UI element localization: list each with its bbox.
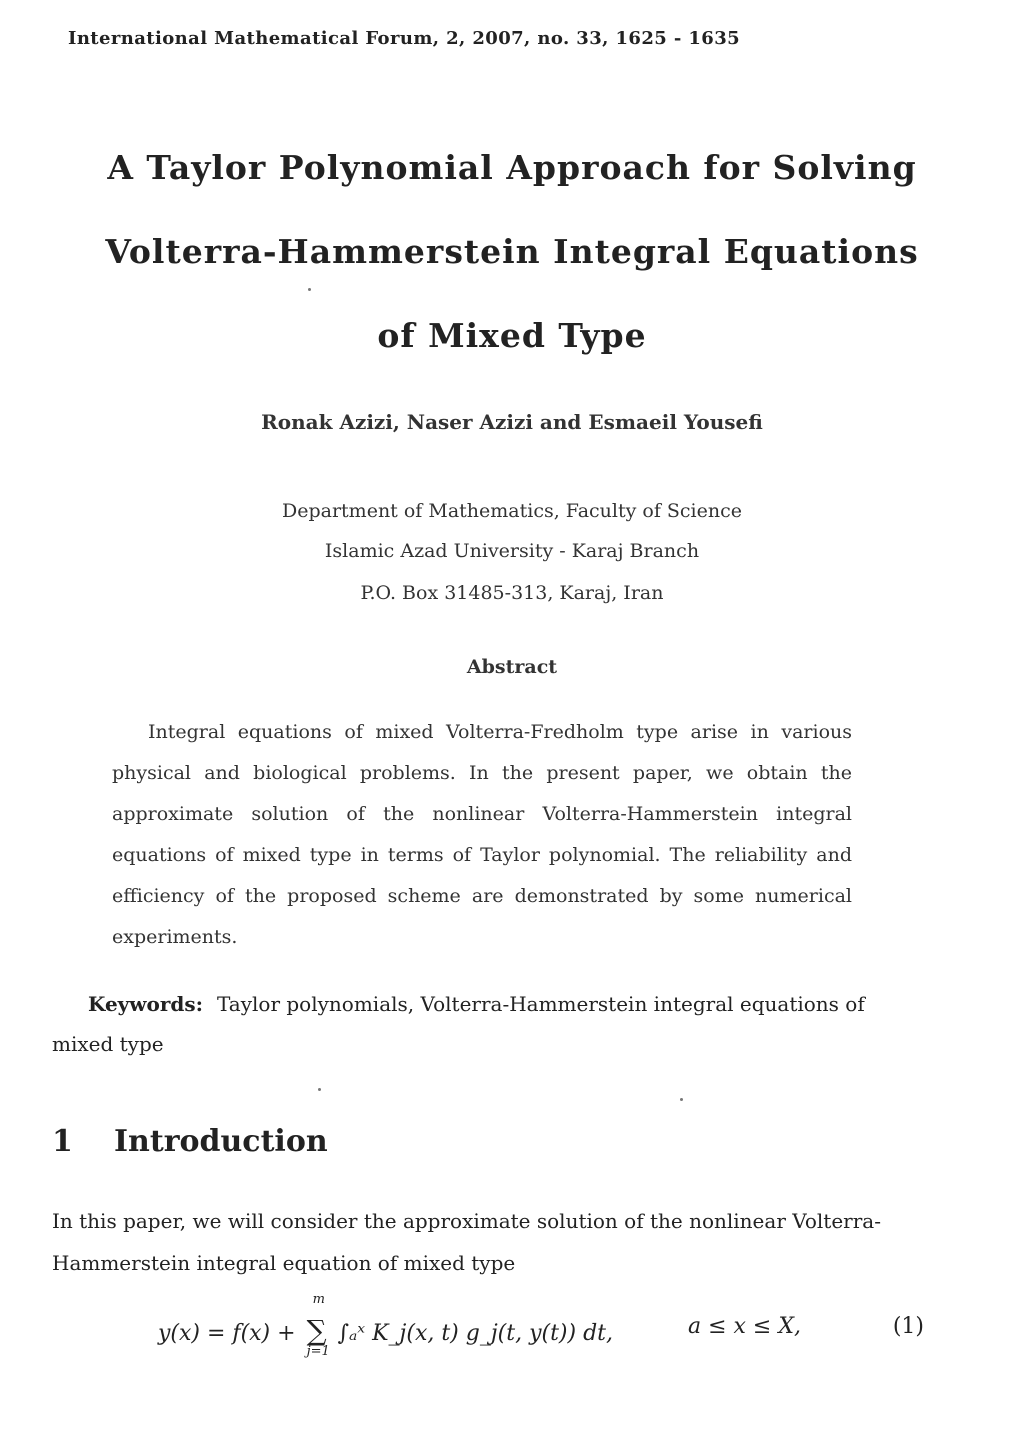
title-line-1: A Taylor Polynomial Approach for Solving: [107, 148, 917, 187]
running-head: International Mathematical Forum, 2, 2007, no. 33, 1625 - 1635: [68, 28, 741, 49]
section-heading: [52, 1124, 328, 1159]
abstract-heading: Abstract: [466, 656, 558, 678]
abstract-body: Integral equations of mixed Volterra-Fredholm type arise in various physical and biological problems. In the present paper, we obtain the approximate solution of the nonlinear Volterra-Hammerstein integral equations of mixed type in terms of Taylor polynomial. The reliability and efficiency of the proposed scheme are demonstrated by some numerical experiments.: [112, 721, 852, 948]
equation-integrand: ∫ₐˣ K_j(x, t) g_j(t, y(t)) dt,: [337, 1321, 613, 1346]
keywords-text: Taylor polynomials, Volterra-Hammerstein integral equations of mixed type: [52, 992, 865, 1056]
scan-speck: [318, 1088, 321, 1091]
equation-body: [158, 1292, 613, 1359]
affiliation-address: P.O. Box 31485-313, Karaj, Iran: [360, 582, 664, 604]
title-line-2: Volterra-Hammerstein Integral Equations: [105, 232, 919, 271]
scan-speck: [308, 288, 311, 291]
summation-upper-limit: m: [312, 1292, 325, 1307]
section-title: Introduction: [114, 1124, 328, 1159]
keywords-label: Keywords:: [88, 992, 204, 1016]
keywords: [52, 984, 924, 1064]
affiliation-department: Department of Mathematics, Faculty of Science: [282, 500, 742, 522]
introduction-text: In this paper, we will consider the approximate solution of the nonlinear Volterra-Hammerstein integral equation of mixed type: [52, 1209, 881, 1275]
section-number: 1: [52, 1124, 73, 1159]
summation-symbol: ∑ m j=1: [306, 1292, 330, 1359]
author-list: Ronak Azizi, Naser Azizi and Esmaeil Yousefi: [261, 410, 763, 434]
summation-lower-limit: j=1: [306, 1344, 330, 1359]
title-line-3: of Mixed Type: [377, 316, 647, 355]
scan-speck: [680, 1098, 683, 1101]
equation-1: [158, 1292, 924, 1359]
equation-lhs: y(x) = f(x) +: [158, 1321, 296, 1346]
equation-number: (1): [892, 1314, 924, 1339]
equation-condition: a ≤ x ≤ X,: [688, 1314, 802, 1339]
affiliation-university: Islamic Azad University - Karaj Branch: [324, 540, 700, 562]
